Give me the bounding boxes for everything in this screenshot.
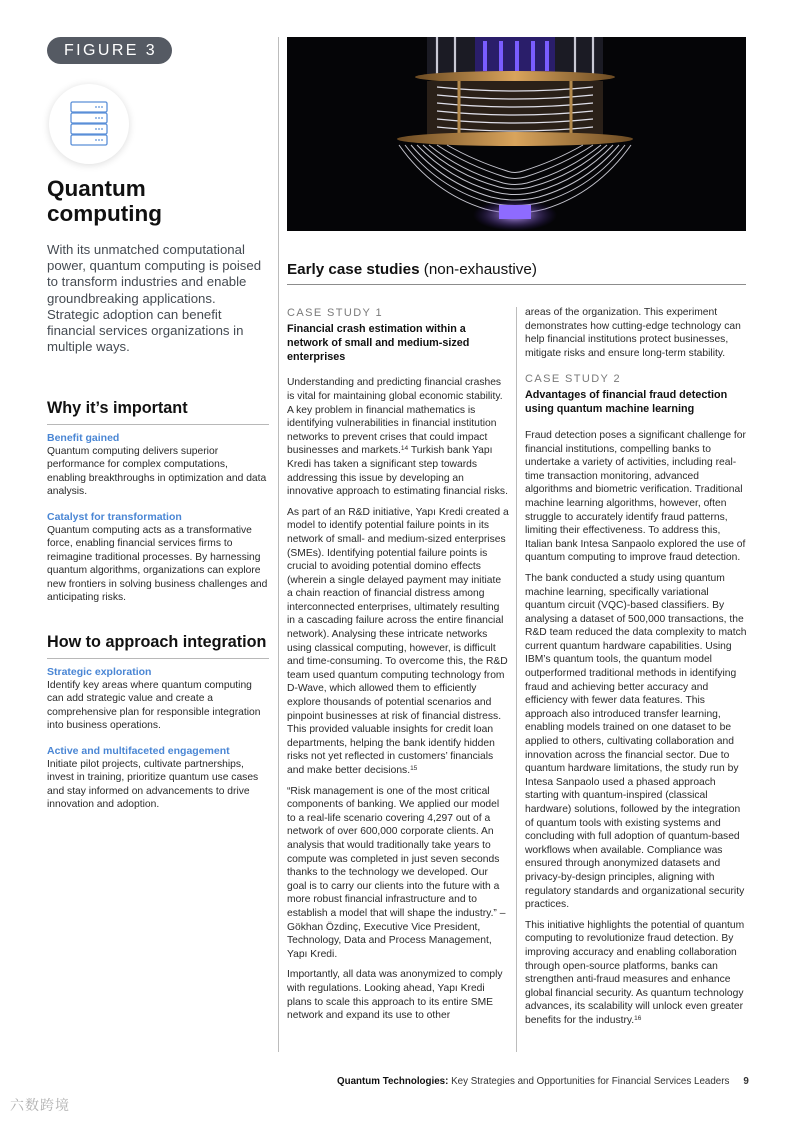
case-study-1-paragraph-3: Importantly, all data was anonymized to comply with regulations. Looking ahead, Yapı Kredi plans to scale this approach to its entire SME network and expand its use to other [287, 969, 503, 1022]
case-studies-heading-bold: Early case studies [287, 261, 420, 278]
footnote-ref: 14 [400, 445, 409, 453]
why-item-title: Benefit gained [47, 432, 120, 444]
figure-badge: FIGURE 3 [47, 37, 172, 64]
footer-title-rest: Key Strategies and Opportunities for Financial Services Leaders [448, 1076, 730, 1087]
why-item-body: Quantum computing delivers superior performance for complex computations, enabling breakthroughs in optimization and data analysis. [47, 446, 267, 498]
quantum-computer-photo [287, 37, 746, 231]
how-item-2 [47, 745, 269, 812]
how-item-1 [47, 666, 269, 733]
intro-paragraph: With its unmatched computational power, quantum computing is poised to transform industries and enable groundbreaking applications. Strategic adoption can benefit financial services organizations in multiple ways. [47, 242, 262, 355]
case-study-1-column [287, 306, 509, 1030]
case-study-2-paragraph-2: The bank conducted a study using quantum machine learning, specifically variational quantum circuit (VQC)-based classifiers. By analysing a dataset of 500,000 transactions, the R&D team reduced the data complexity to match current quantum hardware capabilities. Using IBM’s quantum tools, the quantum model outperformed traditional methods in identifying fraud and achieving better accuracy and efficiency with fewer data features. This approach also introduced transfer learning, enabling models trained on one dataset to be applied to others, cultivating collaboration and innovation across the financial sector. Due to quantum hardware limitations, the study run by Intesa Sanpaolo used a phased approach starting with quantum-inspired (classical hardware) solutions, followed by the integration of quantum tools with existing systems and concluding with full adoption of quantum-based workflows when available. Compliance was ensured through anonymized datasets and privacy-by-design principles, aligning with regulatory standards and organizational security practices. [525, 572, 747, 911]
page-number: 9 [743, 1076, 749, 1087]
left-column [47, 37, 269, 811]
how-item-body: Initiate pilot projects, cultivate partnerships, invest in training, prioritize quantum use cases and stay informed on advancements to drive innovation and adoption. [47, 759, 259, 811]
watermark: 六数跨境 [10, 1097, 70, 1113]
case-study-1-paragraph-1: Understanding and predicting financial crashes is vital for maintaining global economic stability. A key problem in financial mathematics is identifying vulnerabilities in financial institution networks to prevent crises that could impact businesses and markets.$^{14}$ Turkish bank Yapı Kredi has taken a significant step towards addressing this issue by developing an innovative approach to estimating financial risks. [287, 377, 508, 498]
case-study-2-label: CASE STUDY 2 [525, 373, 622, 386]
how-heading: How to approach integration [47, 633, 269, 659]
case-study-2-column [525, 306, 747, 1035]
how-item-body: Identify key areas where quantum computing can add strategic value and create a comprehensive plan for responsible integration into business operations. [47, 680, 261, 732]
footnote-ref: 16 [634, 1014, 642, 1022]
why-item-1 [47, 432, 269, 499]
column-divider [278, 37, 279, 1052]
footer-title-bold: Quantum Technologies: [337, 1076, 449, 1087]
column-divider-2 [516, 307, 517, 1052]
footnote-ref: 15 [410, 765, 418, 773]
case-studies-heading-rest: (non-exhaustive) [419, 261, 537, 278]
why-item-body: Quantum computing acts as a transformative force, enabling financial services firms to reimagine traditional processes. By harnessing quantum algorithms, organizations can explore new frontiers in solving business challenges and anticipating risks. [47, 525, 268, 604]
case-study-2-title: Advantages of financial fraud detection using quantum machine learning [525, 389, 728, 416]
case-study-2-paragraph-3: This initiative highlights the potential of quantum computing to revolutionize fraud detection. By improving accuracy and enabling collaboration through open-source platforms, banks can strengthen anti-fraud measures and enhance global financial security. As quantum technology advances, its scalability will unlock even greater benefits for the industry.$^{16}$ [525, 919, 745, 1026]
case-study-2-paragraph-1: Fraud detection poses a significant challenge for financial institutions, compelling banks to undertake a variety of activities, including real-time transaction monitoring, advanced algorithms and biometric verification. Traditional machine learning algorithms, however, often struggle to accurately identify fraud patterns, limiting their effectiveness. To address this, Italian bank Intesa Sanpaolo explored the use of quantum computing to improve fraud detection. [525, 429, 746, 564]
page-footer [337, 1076, 749, 1087]
icon-circle [49, 84, 129, 164]
page-title: Quantum computing [47, 176, 162, 226]
case-study-1-quote: “Risk management is one of the most critical components of banking. We applied our model to a real-life scenario covering 4,297 out of a network of over 600,000 corporate clients. An analysis that would traditionally take years to compute was completed in just seven seconds thanks to the technology we developed. Our goal is to carry our clients into the future with a more robust financial infrastructure and to establish a model that will shape the industry.” – Gökhan Özdinç, Executive Vice President, Technology, Data and Process Management, Yapı Kredi. [287, 785, 506, 960]
case-study-1-paragraph-3-continued: areas of the organization. This experiment demonstrates how cutting-edge technology can help financial institutions protect businesses, mitigate risks and ensure long-term stability. [525, 307, 741, 359]
quantum-chandelier-illustration [287, 37, 746, 231]
case-study-1-label: CASE STUDY 1 [287, 307, 384, 319]
case-study-1-title: Financial crash estimation within a network of small and medium-sized enterprises [287, 323, 470, 363]
how-item-title: Strategic exploration [47, 666, 152, 678]
server-rack-icon [69, 101, 109, 147]
why-heading: Why it’s important [47, 399, 269, 425]
why-item-2 [47, 511, 269, 604]
case-study-1-paragraph-2: As part of an R&D initiative, Yapı Kredi created a model to identify potential failure points in its network of small- and medium-sized enterprises (SMEs). Identifying potential failure points is crucial to avoiding potential domino effects (wherein a single delayed payment may initiate a chain reaction of financial distress among interconnected enterprises, ultimately resulting in a cascading failure across the entire financial network). Analysing these intricate networks using classical computing, however, is difficult and time-consuming. To overcome this, the R&D team used quantum computing technology from D-Wave, which allowed them to efficiently explore thousands of potential scenarios and pinpoint businesses at risk of financial distress. This provided valuable insights for credit loan departments, helping the bank identify hidden risks not yet reflected in customers’ financials and make better decisions.$^{15}$ [287, 506, 509, 777]
why-item-title: Catalyst for transformation [47, 511, 182, 523]
how-item-title: Active and multifaceted engagement [47, 745, 230, 757]
case-studies-heading [287, 261, 746, 285]
